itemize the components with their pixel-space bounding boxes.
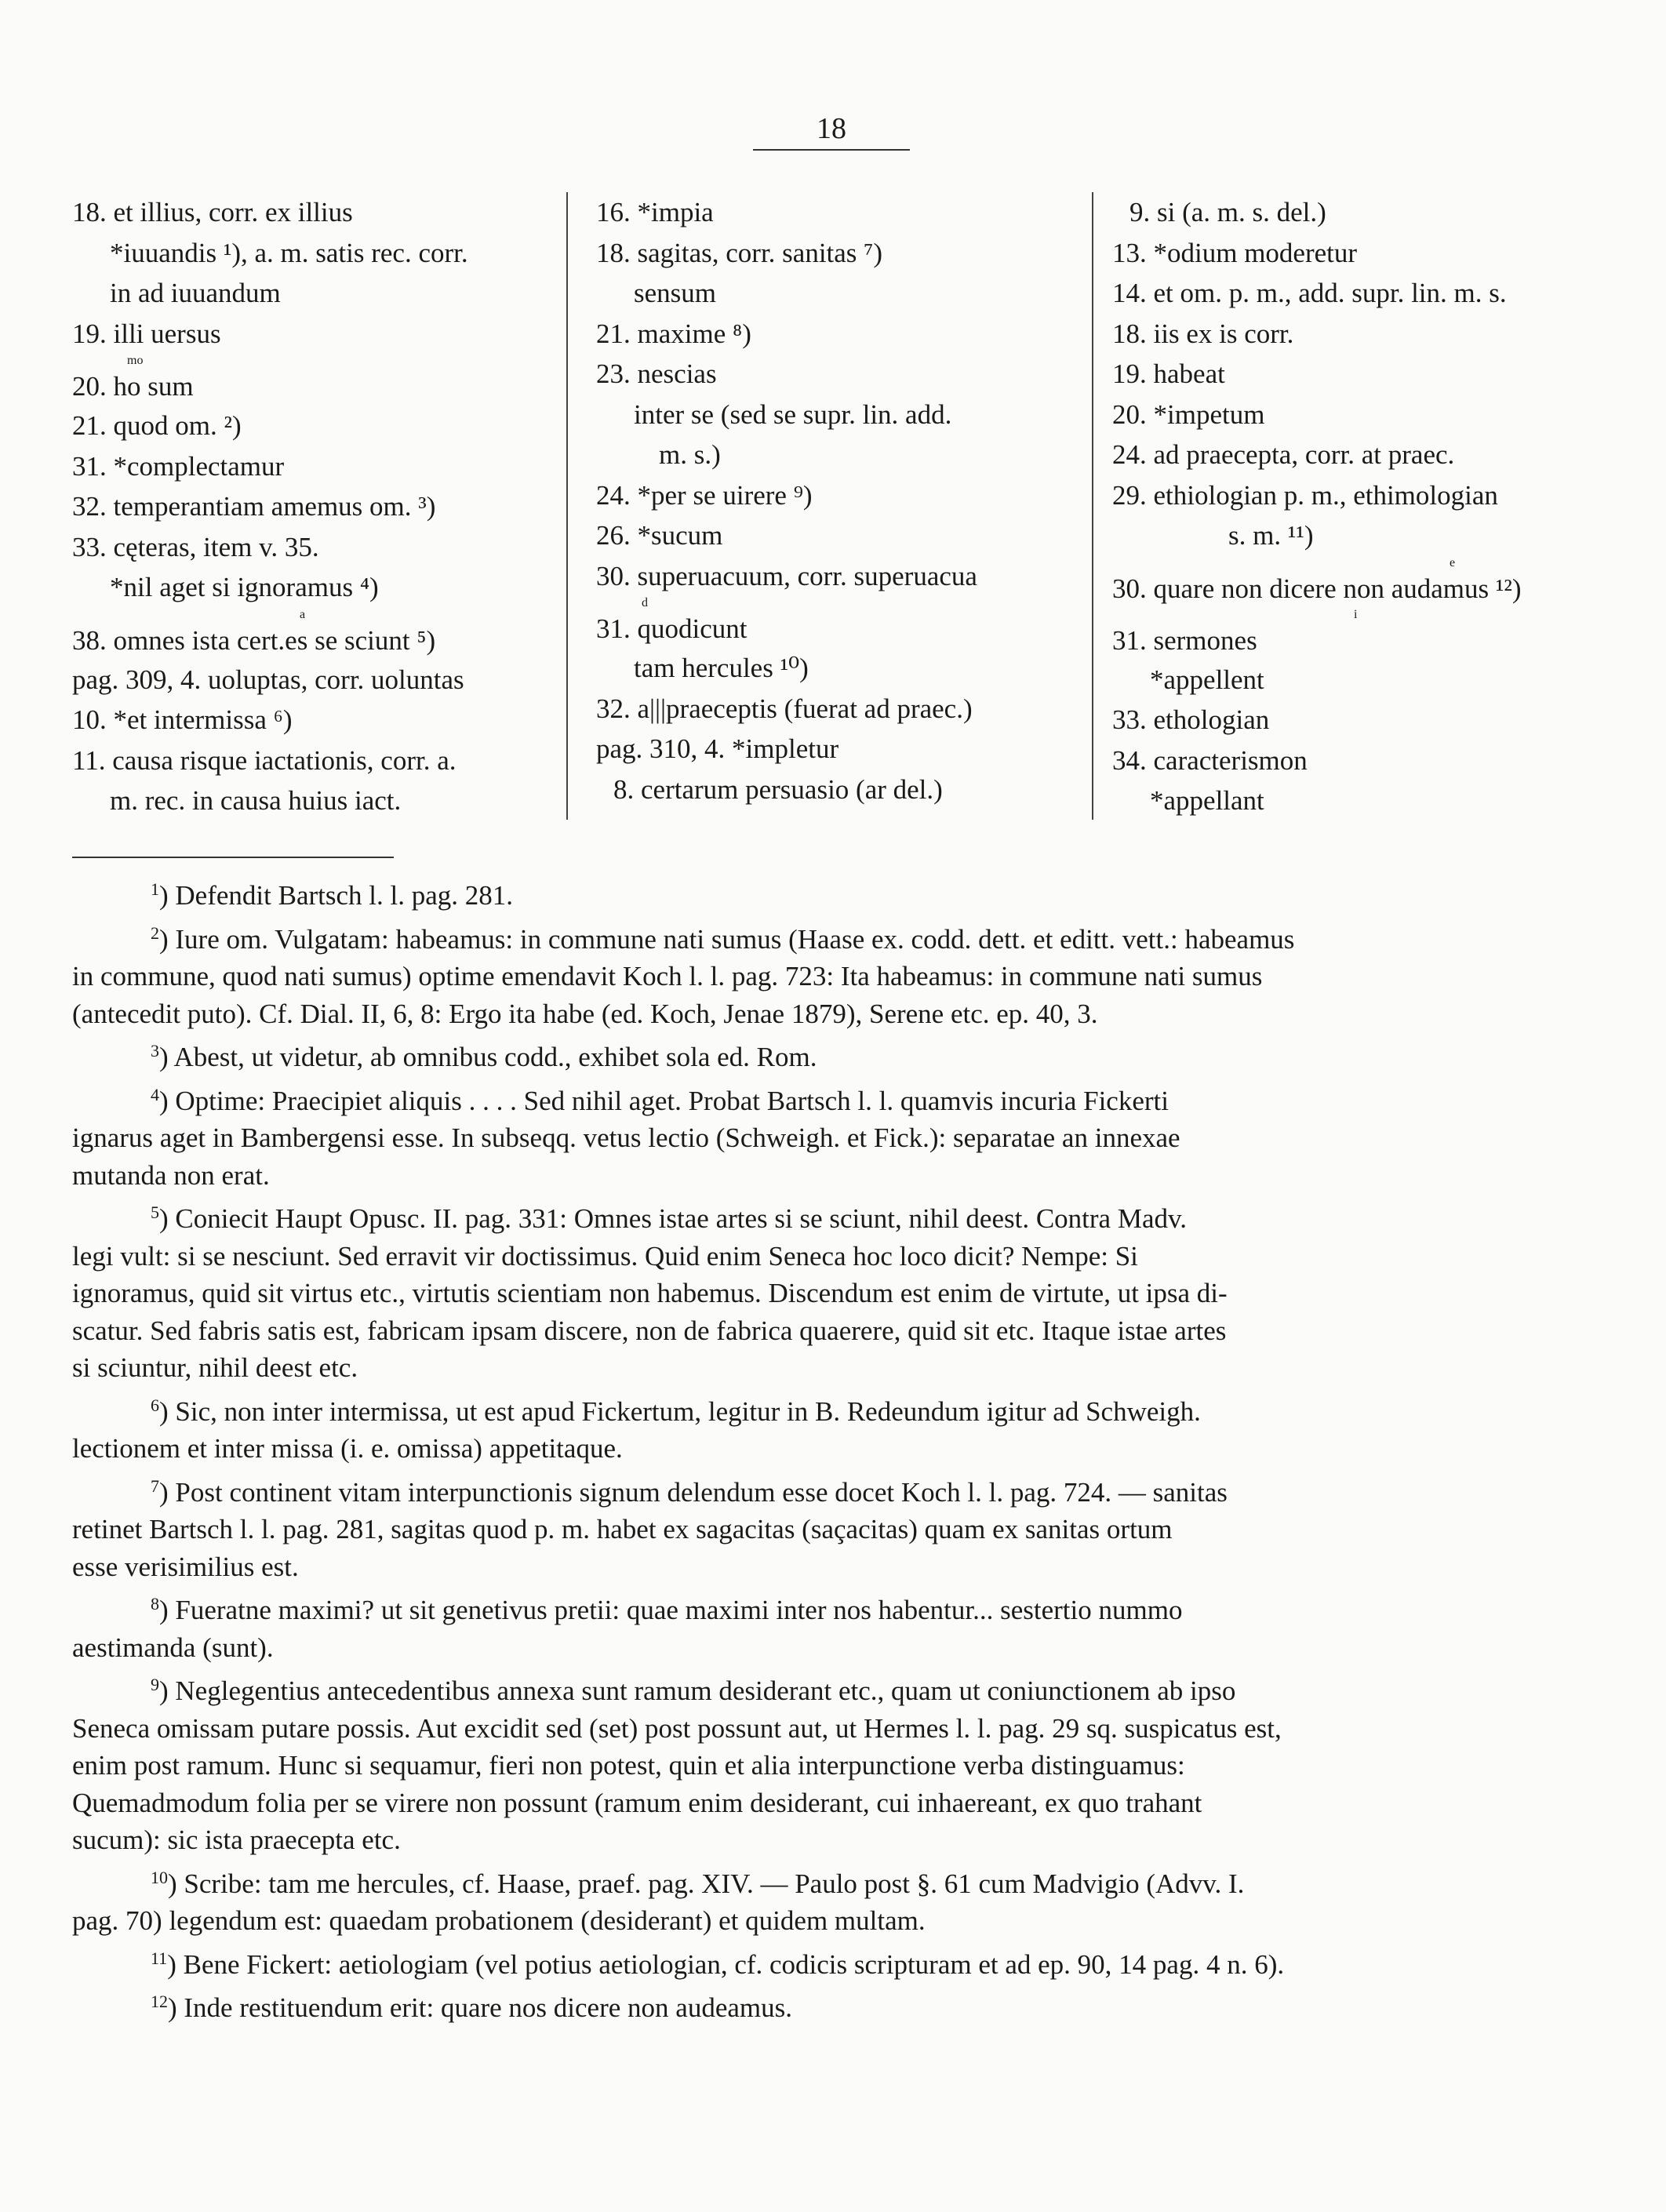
apparatus-line: m. s.) — [659, 439, 721, 470]
apparatus-line: s. m. ¹¹) — [1228, 520, 1314, 551]
footnote-line: aestimanda (sunt). — [72, 1632, 274, 1663]
apparatus-line: 14. et om. p. m., add. supr. lin. m. s. — [1112, 278, 1507, 308]
footnote-marker-paren: ) — [167, 1948, 184, 1980]
footnote-line: sucum): sic ista praecepta etc. — [72, 1825, 401, 1855]
footnote-marker-paren: ) — [159, 1595, 176, 1625]
footnote-marker-paren: ) — [159, 1085, 176, 1116]
apparatus-line: 18. iis ex is corr. — [1112, 318, 1294, 349]
apparatus-line: inter se (sed se supr. lin. add. — [634, 398, 952, 430]
footnote-marker-paren: ) — [159, 880, 176, 911]
footnote-marker: 2 — [151, 922, 159, 943]
footnote-text: Abest, ut videtur, ab omnibus codd., exhibet sola ed. Rom. — [173, 1042, 817, 1072]
footnote — [72, 915, 1594, 1033]
footnote-marker: 3 — [151, 1041, 159, 1061]
apparatus-line: 24. ad praecepta, corr. at praec. — [1112, 439, 1455, 470]
apparatus-column-2 — [596, 192, 1098, 809]
footnote — [72, 1585, 1594, 1666]
apparatus-line: 31. quodicunt — [596, 613, 748, 644]
footnote-line — [72, 1940, 1594, 1984]
footnote — [72, 1859, 1594, 1940]
footnote-line: Seneca omissam putare possis. Aut excidit sed (set) post possunt aut, ut Hermes l. l. pag. 29 sq. suspicatus est, — [72, 1712, 1282, 1744]
apparatus-line: 32. temperantiam amemus om. ³) — [72, 491, 436, 522]
apparatus-line: *nil aget si ignoramus ⁴) — [110, 572, 379, 602]
footnote — [72, 1666, 1594, 1859]
footnote-line — [72, 1194, 1594, 1238]
column-divider — [566, 192, 568, 820]
footnote-marker-paren: ) — [168, 1992, 184, 2023]
apparatus-line: pag. 309, 4. uoluptas, corr. uoluntas — [72, 664, 464, 695]
footnote-separator — [72, 857, 394, 858]
apparatus-line: 21. maxime ⁸) — [596, 318, 751, 349]
apparatus-column-3 — [1112, 192, 1606, 821]
apparatus-line: in ad iuuandum — [110, 278, 281, 308]
footnote-marker: 12 — [151, 1992, 168, 2011]
footnote-marker-paren: ) — [159, 923, 176, 955]
apparatus-line: 31. *complectamur — [72, 450, 285, 482]
page-number: 18 — [817, 112, 846, 145]
footnote-text: Fueratne maximi? ut sit genetivus pretii: quae maximi inter nos habentur... sestertio nummo — [175, 1595, 1183, 1625]
footnote-line — [72, 1468, 1594, 1512]
footnote — [72, 1076, 1594, 1195]
apparatus-line: 30. superuacuum, corr. superuacua — [596, 560, 977, 591]
footnote-text: Optime: Praecipiet aliquis . . . . Sed nihil aget. Probat Bartsch l. l. quamvis incuria Fickerti — [175, 1085, 1169, 1116]
apparatus-line: d — [642, 596, 648, 609]
apparatus-line: 20. *impetum — [1112, 398, 1265, 430]
footnote-line: si sciuntur, nihil deest etc. — [72, 1352, 358, 1383]
apparatus-line: 19. habeat — [1112, 358, 1225, 389]
column-divider — [1092, 192, 1093, 820]
apparatus-line: *appellant — [1150, 785, 1264, 816]
footnote-line: pag. 70) legendum est: quaedam probationem (desiderant) et quidem multam. — [72, 1905, 926, 1936]
footnote — [72, 1468, 1594, 1586]
footnote-line — [72, 1076, 1594, 1120]
footnote-line: enim post ramum. Hunc si sequamur, fieri non potest, quin et alia interpunctione verba distinguamus: — [72, 1750, 1185, 1781]
apparatus-line: 33. ethologian — [1112, 704, 1270, 735]
apparatus-line: 38. omnes ista cert.es se sciunt ⁵) — [72, 624, 436, 656]
footnote — [72, 1032, 1594, 1076]
footnote-line: ignoramus, quid sit virtus etc., virtutis scientiam non habemus. Discendum est enim de virtute, ut ipsa di- — [72, 1278, 1228, 1308]
apparatus-line: 11. causa risque iactationis, corr. a. — [72, 744, 457, 776]
footnote-marker: 7 — [151, 1475, 159, 1496]
footnote-marker-paren: ) — [159, 1675, 176, 1706]
apparatus-line: 18. et illius, corr. ex illius — [72, 197, 353, 227]
apparatus-line: 10. *et intermissa ⁶) — [72, 704, 293, 735]
apparatus-line: 19. illi uersus — [72, 318, 221, 349]
footnote-line: (antecedit puto). Cf. Dial. II, 6, 8: Ergo ita habe (ed. Koch, Jenae 1879), Serene etc. ep. 40, 3. — [72, 998, 1098, 1029]
footnote-marker-paren: ) — [168, 1868, 184, 1899]
footnote-marker: 11 — [151, 1948, 168, 1968]
footnote-marker: 9 — [151, 1675, 159, 1694]
apparatus-line: e — [1450, 555, 1456, 569]
footnote-marker: 10 — [151, 1867, 168, 1887]
footnote-line: mutanda non erat. — [72, 1159, 270, 1191]
apparatus-line: 8. certarum persuasio (ar del.) — [613, 773, 943, 805]
apparatus-line: a — [300, 607, 306, 621]
apparatus-line: 24. *per se uirere ⁹) — [596, 479, 813, 511]
footnote-line — [72, 1032, 1594, 1076]
footnote-marker-paren: ) — [159, 1395, 176, 1427]
footnote-marker-paren: ) — [159, 1203, 176, 1234]
footnote-text: Defendit Bartsch l. l. pag. 281. — [175, 880, 514, 911]
footnote-text: Bene Fickert: aetiologiam (vel potius aetiologian, cf. codicis scripturam et ad ep. 90, 14 pag. 4 n. 6). — [183, 1948, 1285, 1980]
footnote-line: Quemadmodum folia per se virere non possunt (ramum enim desiderant, cui inhaereant, ex quo trahant — [72, 1787, 1202, 1818]
apparatus-line: m. rec. in causa huius iact. — [110, 785, 402, 816]
apparatus-line: 23. nescias — [596, 358, 717, 389]
footnotes — [72, 871, 1594, 2027]
footnote — [72, 1940, 1594, 1984]
footnote — [72, 1983, 1594, 2027]
apparatus-line: 34. caracterismon — [1112, 744, 1308, 776]
footnote-marker: 4 — [151, 1084, 159, 1104]
footnote-line — [72, 871, 1594, 915]
footnote-line: retinet Bartsch l. l. pag. 281, sagitas quod p. m. habet ex sagacitas (saçacitas) quam ex sanitas ortum — [72, 1514, 1173, 1544]
apparatus-line: *iuuandis ¹), a. m. satis rec. corr. — [110, 237, 468, 268]
footnote — [72, 1194, 1594, 1387]
footnote-text: Scribe: tam me hercules, cf. Haase, praef. pag. XIV. — Paulo post §. 61 cum Madvigio (Advv. I. — [184, 1868, 1245, 1899]
apparatus-line: pag. 310, 4. *impletur — [596, 733, 839, 764]
apparatus-line: sensum — [634, 278, 716, 308]
apparatus-line: 9. si (a. m. s. del.) — [1129, 197, 1326, 227]
apparatus-line: 30. quare non dicere non audamus ¹²) — [1112, 573, 1522, 604]
apparatus-line: 33. cęteras, item v. 35. — [72, 531, 319, 562]
apparatus-line: mo — [127, 354, 144, 367]
footnote-line — [72, 915, 1594, 959]
footnote — [72, 1387, 1594, 1468]
footnote — [72, 871, 1594, 915]
footnote-marker-paren: ) — [159, 1476, 176, 1508]
apparatus-line: 32. a|||praeceptis (fuerat ad praec.) — [596, 693, 973, 724]
apparatus-line: 20. ho sum — [72, 371, 194, 402]
footnote-marker: 8 — [151, 1594, 159, 1614]
apparatus-line: i — [1354, 607, 1358, 621]
apparatus-line: 26. *sucum — [596, 520, 723, 551]
apparatus-line: 13. *odium moderetur — [1112, 237, 1358, 268]
footnote-text: Sic, non inter intermissa, ut est apud Fickertum, legitur in B. Redeundum igitur ad Schweigh. — [175, 1395, 1201, 1427]
footnote-marker: 5 — [151, 1202, 159, 1222]
footnote-line: esse verisimilius est. — [72, 1551, 299, 1582]
footnote-line: lectionem et inter missa (i. e. omissa) appetitaque. — [72, 1433, 623, 1464]
apparatus-line: 21. quod om. ²) — [72, 410, 242, 441]
footnote-line: ignarus aget in Bambergensi esse. In subseqq. vetus lectio (Schweigh. et Fick.): separatae an innexae — [72, 1122, 1180, 1153]
footnote-line: scatur. Sed fabris satis est, fabricam ipsam discere, non de fabrica quaerere, quid sit etc. Itaque istae artes — [72, 1315, 1227, 1346]
footnote-line — [72, 1666, 1594, 1710]
footnote-marker: 6 — [151, 1395, 159, 1415]
footnote-text: Iure om. Vulgatam: habeamus: in commune nati sumus (Haase ex. codd. dett. et editt. vett.: habeamus — [175, 923, 1295, 955]
footnote-line — [72, 1585, 1594, 1629]
footnote-line — [72, 1859, 1594, 1903]
footnote-line — [72, 1983, 1594, 2027]
apparatus-line: tam hercules ¹⁰) — [634, 653, 809, 683]
footnote-line: in commune, quod nati sumus) optime emendavit Koch l. l. pag. 723: Ita habeamus: in commune nati sumus — [72, 961, 1263, 991]
footnote-text: Coniecit Haupt Opusc. II. pag. 331: Omnes istae artes si se sciunt, nihil deest. Contra Madv. — [175, 1203, 1187, 1234]
apparatus-line: 16. *impia — [596, 197, 714, 227]
footnote-marker: 1 — [151, 879, 159, 899]
apparatus-line: *appellent — [1150, 664, 1264, 695]
apparatus-column-1 — [72, 192, 558, 821]
apparatus-line: 18. sagitas, corr. sanitas ⁷) — [596, 237, 883, 268]
apparatus-line: 29. ethiologian p. m., ethimologian — [1112, 479, 1498, 511]
footnote-text: Neglegentius antecedentibus annexa sunt ramum desiderant etc., quam ut coniunctionem ab ipso — [175, 1675, 1236, 1706]
footnote-line: legi vult: si se nesciunt. Sed erravit vir doctissimus. Quid enim Seneca hoc loco dicit? Nempe: Si — [72, 1240, 1138, 1272]
footnote-text: Post continent vitam interpunctionis signum delendum esse docet Koch l. l. pag. 724. — sanitas — [175, 1476, 1228, 1508]
footnote-marker-paren: ) — [159, 1042, 174, 1072]
page-number-rule — [753, 149, 910, 151]
footnote-line — [72, 1387, 1594, 1431]
apparatus-line: 31. sermones — [1112, 624, 1257, 656]
footnote-text: Inde restituendum erit: quare nos dicere non audeamus. — [184, 1992, 792, 2023]
